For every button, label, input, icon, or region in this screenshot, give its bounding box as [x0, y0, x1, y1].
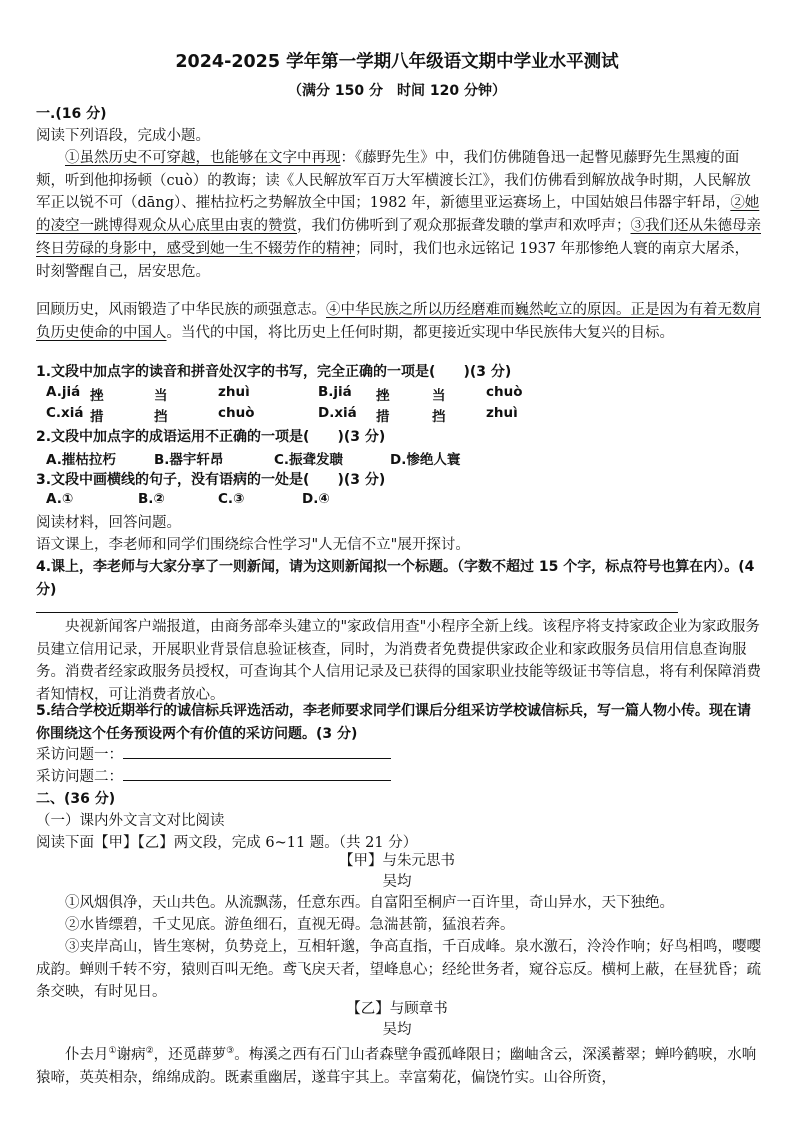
sentence-3: ③我们还从朱德母亲终日劳碌的身影中，感受到她一生不辍劳作的精神	[36, 218, 761, 257]
interview-question-2-label: 采访问题二：	[36, 769, 123, 785]
question-2: 2.文段中加点字的成语运用不正确的一项是( )(3 分)	[36, 429, 386, 445]
sentence-2: ②她的凌空一跳博得观众从心底里由衷的赞赏	[36, 195, 760, 235]
jia-title: 【甲】与朱元思书	[339, 853, 455, 869]
interview-question-1-field[interactable]	[123, 744, 391, 759]
q1-option-d-label: D.xiá	[318, 405, 357, 421]
footnote-marker-1: ①	[108, 1046, 117, 1056]
sentence-1: ①虽然历史不可穿越，也能够在文字中再现	[65, 150, 341, 166]
jia-paragraph-2: ②水皆缥碧，千丈见底。游鱼细石，直视无碍。急湍甚箭，猛浪若奔。	[65, 917, 515, 933]
passage-paragraph-1: ①虽然历史不可穿越，也能够在文字中再现：《藤野先生》中，我们仿佛随鲁迅一起瞥见藤野先生黑瘦的面颊，听到他抑扬顿（cuò）的教诲；读《人民解放军百万大军横渡长江》，我们仿佛看到解放战争时期，人民解放军正以锐不可（dāng）、摧枯拉朽之势解放全中国；1982 年，新德里亚运赛场上，中国姑娘吕伟器宇轩昂，②她的凌空一跳博得观众从心底里由衷的赞赏，我们仿佛听到了观众那振聋发聩的掌声和欢呼声；③我们还从朱德母亲终日劳碌的身影中，感受到她一生不辍劳作的精神；同时，我们也永远铭记 1937 年那惨绝人寰的南京大屠杀，时刻警醒自己，居安思危。	[36, 150, 761, 280]
context-intro: 语文课上，李老师和同学们围绕综合性学习"人无信不立"展开探讨。	[36, 537, 470, 553]
exam-subtitle: （满分 150 分 时间 120 分钟）	[288, 83, 506, 99]
jia-paragraph-1: ①风烟俱净，天山共色。从流飘荡，任意东西。自富阳至桐庐一百许里，奇山异水，天下独绝。	[65, 895, 674, 911]
section2-instruction: 阅读下面【甲】【乙】两文段，完成 6~11 题。（共 21 分）	[36, 835, 418, 851]
yi-title: 【乙】与顾章书	[346, 1001, 448, 1017]
question-5: 5.结合学校近期举行的诚信标兵评选活动，李老师要求同学们课后分组采访学校诚信标兵，写一篇人物小传。现在请你围绕这个任务预设两个有价值的采访问题。(3 分)	[36, 703, 752, 742]
jia-author: 吴均	[382, 874, 412, 890]
exam-title: 2024-2025 学年第一学期八年级语文期中学业水平测试	[175, 52, 619, 72]
section2-subheading: （一）课内外文言文对比阅读	[36, 813, 225, 829]
yi-author: 吴均	[382, 1022, 412, 1038]
interview-question-2-row	[36, 766, 762, 789]
q4-answer-line[interactable]	[36, 612, 678, 613]
footnote-marker-3: ③	[226, 1046, 235, 1056]
question-1: 1.文段中加点字的读音和拼音处汉字的书写，完全正确的一项是( )(3 分)	[36, 364, 512, 380]
section2-heading: 二、(36 分)	[36, 791, 116, 807]
passage-paragraph-2: 回顾历史，风雨锻造了中华民族的顽强意志。④中华民族之所以历经磨难而巍然屹立的原因。正是因为有着无数肩负历史使命的中国人。当代的中国，将比历史上任何时期，都更接近实现中华民族伟大复兴的目标。	[36, 302, 761, 341]
interview-question-1-row	[36, 744, 762, 767]
section1-instruction: 阅读下列语段，完成小题。	[36, 128, 210, 144]
interview-question-2-field[interactable]	[123, 766, 391, 781]
sentence-4: ④中华民族之所以历经磨难而巍然屹立的原因。正是因为有着无数肩负历史使命的中国人	[36, 302, 761, 341]
question-4: 4.课上，李老师与大家分享了一则新闻，请为这则新闻拟一个标题。（字数不超过 15 个字，标点符号也算在内）。(4 分)	[36, 559, 755, 598]
news-passage: 央视新闻客户端报道，由商务部牵头建立的"家政信用查"小程序全新上线。该程序将支持家政企业为家政服务员建立信用记录，开展职业背景信息验证核查，同时，为消费者免费提供家政企业和家政服务员信用信息查询服务。消费者经家政服务员授权，可查询其个人信用记录及已获得的国家职业技能等级证书等信息，将有利保障消费者知情权，可让消费者放心。	[36, 619, 761, 704]
question-3: 3.文段中画横线的句子，没有语病的一处是( )(3 分)	[36, 472, 386, 488]
footnote-marker-2: ②	[145, 1046, 154, 1056]
q1-option-c-label: C.xiá	[46, 405, 84, 421]
jia-paragraph-3: ③夹岸高山，皆生寒树，负势竞上，互相轩邈，争高直指，千百成峰。泉水激石，泠泠作响；好鸟相鸣，嘤嘤成韵。蝉则千转不穷，猿则百叫无绝。鸢飞戾天者，望峰息心；经纶世务者，窥谷忘反。横柯上蔽，在昼犹昏；疏条交映，有时见日。	[36, 939, 761, 1001]
reading-instruction: 阅读材料，回答问题。	[36, 515, 181, 531]
section1-heading: 一.(16 分)	[36, 106, 107, 122]
q1-option-b-label: B.jiá	[318, 384, 352, 400]
yi-paragraph-1: 仆去月①谢病②，还觅薜萝③。梅溪之西有石门山者森壁争霞孤峰限日；幽岫含云，深溪蓄翠；蝉吟鹤唳，水响猿啼，英英相杂，绵绵成韵。既素重幽居，遂葺宇其上。幸富菊花，偏饶竹实。山谷所资，	[36, 1046, 757, 1086]
interview-question-1-label: 采访问题一：	[36, 747, 123, 763]
q1-option-a-label: A.jiá	[46, 384, 81, 400]
exam-page: 2024-2025 学年第一学期八年级语文期中学业水平测试 （满分 150 分 时间 120 分钟） 一.(16 分) 阅读下列语段，完成小题。 ①虽然历史不可穿越，也能够在文字中再现：《藤野先生》中，我们仿佛随鲁迅一起瞥见藤野先生黑瘦的面颊，听到他抑扬顿（cuò）的教诲；读《人民解放军百万大军横渡长江》，我们仿佛看到解放战争时期，人民解放军正以锐不可（dāng）、摧枯拉朽之势解放全中国；1982 年，新德里亚运赛场上，中国姑娘吕伟器宇轩昂，②她的凌空一跳博得观众从心底里由衷的赞赏，我们仿佛听到了观众那振聋发聩的掌声和欢呼声；③我们还从朱德母亲终日劳碌的身影中，感受到她一生不辍劳作的精神；同时，我们也永远铭记 1937 年那惨绝人寰的南京大屠杀，时刻警醒自己，居安思危。 回顾历史，风雨锻造了中华民族的顽强意志。④中华民族之所以历经磨难而巍然屹立的原因。正是因为有着无数肩负历史使命的中国人。当代的中国，将比历史上任何时期，都更接近实现中华民族伟大复兴的目标。 1.文段中加点字的读音和拼音处汉字的书写，完全正确的一项是( )(3 分) A.jiá 挫 当 zhuì B.jiá 挫 当 chuò C.xiá 措 挡 chuò D.xiá 措 挡 zhuì 2.文段中加点字的成语运用不正确的一项是( )(3 分) A.摧枯拉朽 B.器宇轩昂 C.振聋发聩 D.惨绝人寰 3.文段中画横线的句子，没有语病的一处是( )(3 分) A.① B.② C.③ D.④ 阅读材料，回答问题。 语文课上，李老师和同学们围绕综合性学习"人无信不立"展开探讨。 4.课上，李老师与大家分享了一则新闻，请为这则新闻拟一个标题。（字数不超过 15 个字，标点符号也算在内）。(4 分) 央视新闻客户端报道，由商务部牵头建立的"家政信用查"小程序全新上线。该程序将支持家政企业为家政服务员建立信用记录，开展职业背景信息验证核查，同时，为消费者免费提供家政企业和家政服务员信用信息查询服务。消费者经家政服务员授权，可查询其个人信用记录及已获得的国家职业技能等级证书等信息，将有利保障消费者知情权，可让消费者放心。 5.结合学校近期举行的诚信标兵评选活动，李老师要求同学们课后分组采访学校诚信标兵，写一篇人物小传。现在请你围绕这个任务预设两个有价值的采访问题。(3 分) 采访问题一： 采访问题二： 二、(36 分) （一）课内外文言文对比阅读 阅读下面【甲】【乙】两文段，完成 6~11 题。（共 21 分） 【甲】与朱元思书 吴均 ①风烟俱净，天山共色。从流飘荡，任意东西。自富阳至桐庐一百许里，奇山异水，天下独绝。 ②水皆缥碧，千丈见底。游鱼细石，直视无碍。急湍甚箭，猛浪若奔。 ③夹岸高山，皆生寒树，负势竞上，互相轩邈，争高直指，千百成峰。泉水激石，泠泠作响；好鸟相鸣，嘤嘤成韵。蝉则千转不穷，猿则百叫无绝。鸢飞戾天者，望峰息心；经纶世务者，窥谷忘反。横柯上蔽，在昼犹昏；疏条交映，有时见日。 【乙】与顾章书 吴均 仆去月①谢病②，还觅薜萝③。梅溪之西有石门山者森壁争霞孤峰限日；幽岫含云，深溪蓄翠；蝉吟鹤唳，水响猿啼，英英相杂，绵绵成韵。既素重幽居，遂葺宇其上。幸富菊花，偏饶竹实。山谷所资，	[0, 0, 794, 1123]
